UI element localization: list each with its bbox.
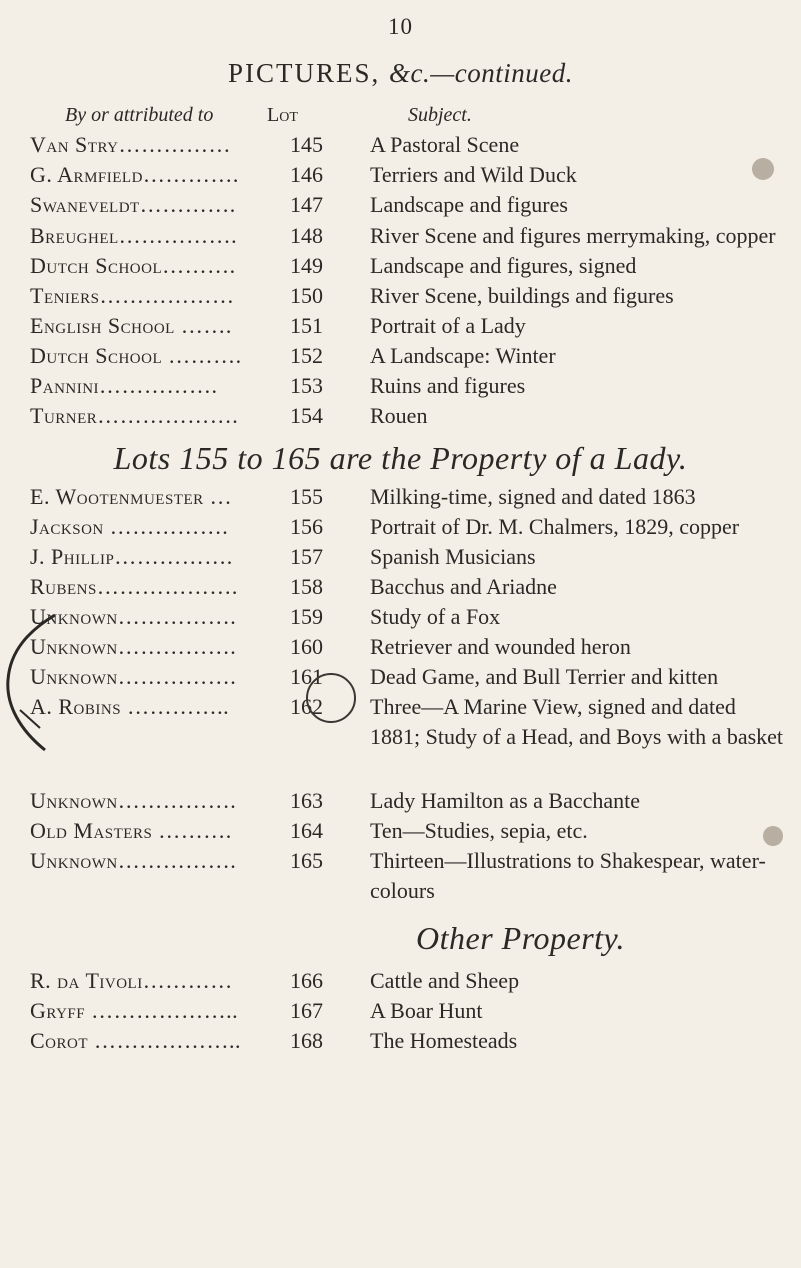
lot-subject: Dead Game, and Bull Terrier and kitten (370, 664, 719, 689)
ink-stain (763, 826, 783, 846)
lot-subject: Ruins and figures (370, 373, 526, 398)
lot-subject: Three—A Marine View, signed and dated 1881; Study of a Head, and Boys with a basket (370, 694, 784, 749)
lot-artist: Corot ……………….. (30, 1028, 242, 1053)
lot-artist: English School ……. (30, 313, 232, 338)
lot-subject: Rouen (370, 403, 428, 428)
lot-artist: Rubens………………. (30, 574, 238, 599)
lot-subject: Landscape and figures (370, 192, 568, 217)
column-header-lot: Lot (267, 104, 298, 126)
lot-number: 158 (290, 574, 323, 599)
lot-artist: Dutch School………. (30, 253, 236, 278)
lot-subject: The Homesteads (370, 1028, 518, 1053)
lot-artist: E. Wootenmuester … (30, 484, 233, 509)
lot-subject: Bacchus and Ariadne (370, 574, 557, 599)
lot-number: 149 (290, 253, 323, 278)
lot-number: 155 (290, 484, 323, 509)
lot-subject: Lady Hamilton as a Bacchante (370, 788, 641, 813)
lot-subject: River Scene, buildings and figures (370, 283, 674, 308)
lot-artist: Unknown……………. (30, 788, 237, 813)
lot-artist: Swaneveldt…………. (30, 192, 236, 217)
catalogue-heading (0, 58, 801, 89)
lot-number: 159 (290, 604, 323, 629)
lot-artist: Jackson ……………. (30, 514, 229, 539)
lot-subject: A Pastoral Scene (370, 132, 520, 157)
lot-artist: Unknown……………. (30, 634, 237, 659)
pencil-circle-mark (306, 673, 356, 723)
heading-main: PICTURES, (228, 58, 381, 88)
lot-artist: R. da Tivoli………… (30, 968, 233, 993)
lot-artist: J. Phillip……………. (30, 544, 233, 569)
lot-number: 151 (290, 313, 323, 338)
lot-subject: A Boar Hunt (370, 998, 483, 1023)
lot-number: 167 (290, 998, 323, 1023)
lot-number: 165 (290, 848, 323, 873)
lot-subject: Landscape and figures, signed (370, 253, 637, 278)
lot-artist: Van Stry…………… (30, 132, 231, 157)
lot-artist: Breughel……………. (30, 223, 238, 248)
lot-subject: Spanish Musicians (370, 544, 536, 569)
lot-artist: Unknown……………. (30, 604, 237, 629)
lot-subject: Thirteen—Illustrations to Shakespear, water-colours (370, 848, 766, 903)
lot-artist: Pannini……………. (30, 373, 218, 398)
page-number: 10 (388, 14, 413, 39)
lot-number: 152 (290, 343, 323, 368)
heading-continued: &c.—continued. (389, 58, 573, 88)
column-header-subject: Subject. (408, 104, 472, 126)
lot-subject: River Scene and figures merrymaking, copper (370, 223, 776, 248)
lot-number: 160 (290, 634, 323, 659)
lot-number: 157 (290, 544, 323, 569)
lot-number: 164 (290, 818, 323, 843)
lot-artist: Turner………………. (30, 403, 239, 428)
lot-number: 161 (290, 664, 323, 689)
lot-number: 147 (290, 192, 323, 217)
lot-artist: A. Robins ………….. (30, 694, 230, 719)
ink-stain (752, 158, 774, 180)
lot-number: 163 (290, 788, 323, 813)
lot-artist: Teniers……………… (30, 283, 235, 308)
lot-artist: Dutch School ………. (30, 343, 242, 368)
lot-number: 162 (290, 694, 323, 719)
lot-number: 156 (290, 514, 323, 539)
lot-artist: Old Masters ………. (30, 818, 232, 843)
lot-artist: G. Armfield…………. (30, 162, 239, 187)
lot-artist: Gryff ……………….. (30, 998, 239, 1023)
lot-number: 145 (290, 132, 323, 157)
lot-number: 166 (290, 968, 323, 993)
section-heading-other: Other Property. (416, 920, 625, 956)
lot-subject: Terriers and Wild Duck (370, 162, 577, 187)
lot-number: 148 (290, 223, 323, 248)
lot-number: 153 (290, 373, 323, 398)
lot-number: 154 (290, 403, 323, 428)
lot-subject: Study of a Fox (370, 604, 501, 629)
lot-number: 168 (290, 1028, 323, 1053)
lot-subject: Cattle and Sheep (370, 968, 520, 993)
lot-subject: Retriever and wounded heron (370, 634, 631, 659)
lot-subject: Portrait of Dr. M. Chalmers, 1829, copper (370, 514, 740, 539)
lot-subject: A Landscape: Winter (370, 343, 556, 368)
section-heading-lady: Lots 155 to 165 are the Property of a Lady. (113, 440, 688, 476)
lot-artist: Unknown……………. (30, 848, 237, 873)
lot-artist: Unknown……………. (30, 664, 237, 689)
lot-subject: Milking-time, signed and dated 1863 (370, 484, 696, 509)
lot-subject: Portrait of a Lady (370, 313, 526, 338)
lot-number: 146 (290, 162, 323, 187)
column-header-artist: By or attributed to (65, 104, 214, 126)
lot-subject: Ten—Studies, sepia, etc. (370, 818, 588, 843)
margin-pen-stroke (0, 610, 60, 760)
lot-number: 150 (290, 283, 323, 308)
